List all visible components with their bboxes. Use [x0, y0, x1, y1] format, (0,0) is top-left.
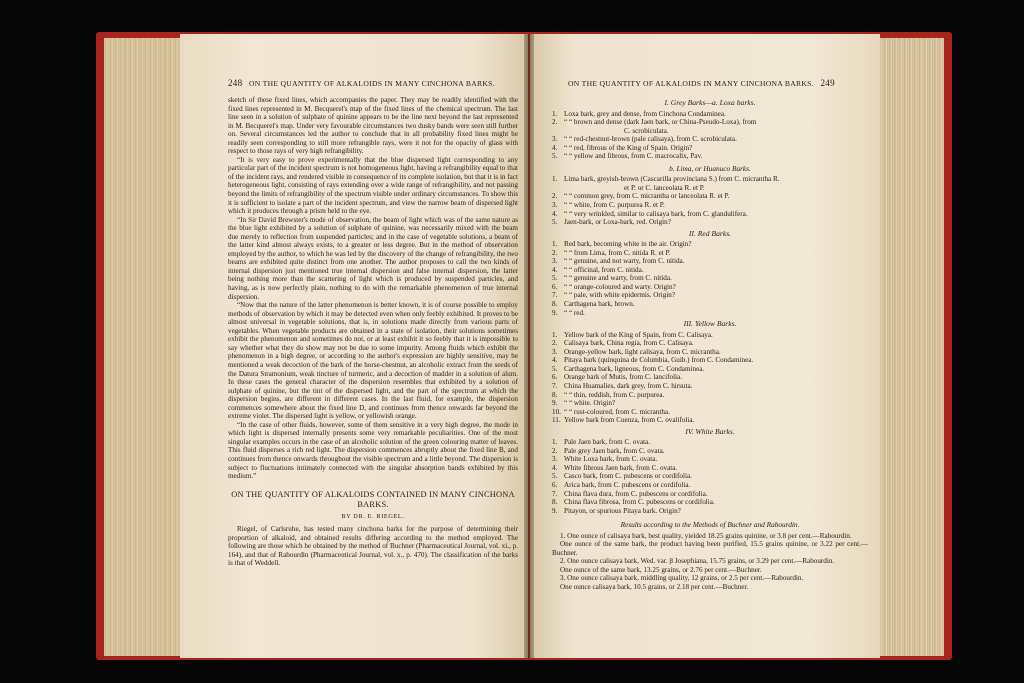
item-text: Lima bark, greyish-brown (Cascarilla provinciana S.) from C. micrantha R.: [564, 175, 780, 184]
page-edges-left: [104, 38, 184, 656]
item-text: Calisaya bark, China regia, from C. Calisaya.: [564, 339, 694, 348]
list-item: [552, 192, 868, 201]
paragraph: “In Sir David Brewster's mode of observation, the beam of light which was of the same nature as the blue light exhibited by a solution of sulphate of quinine, was necessarily mixed with the beam due merely to reflection from suspended particles; and in the case of vegetable solutions, a beam of the latter kind almost always exists, to a greater or less degree. But in the method of observation employed by the author, to which he was led by the discovery of the change of refrangibility, the two beams are exhibited quite distinct from one another. The author proposes to call the two kinds of internal dispersion just mentioned true internal dispersion and false internal dispersion, the latter being nothing more than the scattering of light which is produced by suspended particles, and having, as is now perfectly plain, nothing to do with the remarkable phenomenon of true internal dispersion.: [228, 215, 518, 301]
item-text: “ “ genuine and warty, from C. nitida.: [564, 274, 672, 283]
item-text: Pale grey Jaen bark, from C. ovata.: [564, 446, 665, 455]
item-number: 1.: [552, 109, 558, 118]
item-number: 3.: [552, 455, 558, 464]
result-paragraph: One ounce calisaya bark, 10.5 grains, or 2.18 per cent.—Buchner.: [560, 582, 749, 591]
list-item: [552, 218, 868, 227]
right-text-column: [552, 96, 868, 592]
list-item: [552, 210, 868, 219]
item-text: Yellow bark from Cuenza, from C. ovalifolia.: [564, 416, 695, 425]
item-text: White Loxa bark, from C. ovata.: [564, 455, 658, 464]
item-continuation: et P. or C. lanceolata R. et P.: [624, 183, 705, 192]
item-text: “ “ white. Origin?: [564, 399, 616, 408]
item-number: 8.: [552, 390, 558, 399]
paragraph: “It is very easy to prove experimentally that the blue dispersed light corresponding to any particular part of the incident spectrum is not homogeneous light, having a refrangibility equal to that of the incident rays, and rendered visible in consequence of its complete isolation, but that it is in fact heterogeneous light, consisting of rays extending over a wide range of refrangibility, and not passing beyond the limits of refrangibility of the spectrum visible under ordinary circumstances. To show this it is sufficient to isolate a part of the incident spectrum, and view the narrow beam of dispersed light which it produces through a prism held to the eye.: [228, 155, 518, 216]
list-item: [552, 135, 868, 144]
item-text: Carthagena bark, ligneous, from C. Condaminea.: [564, 364, 705, 373]
list-item: [552, 416, 868, 425]
section-heading: b. Lima, or Huanuco Barks.: [669, 163, 751, 173]
item-number: 4.: [552, 209, 558, 218]
item-text: “ “ white, from C. purpurea R. et P.: [564, 201, 665, 210]
list-item: [552, 283, 868, 292]
left-running-head: [228, 78, 495, 88]
list-item: [552, 408, 868, 417]
left-page-number: 248: [228, 78, 243, 88]
list-item: [552, 365, 868, 374]
list-item: [552, 339, 868, 348]
item-number: 6.: [552, 480, 558, 489]
left-page: [180, 34, 528, 658]
list-item: [552, 240, 868, 249]
list-item: [552, 152, 868, 161]
list-item: [552, 464, 868, 473]
list-item: [552, 175, 868, 192]
item-continuation: C. scrobiculata.: [624, 126, 669, 135]
item-text: China flava fibrosa, from C. pubescens or cordifolia.: [564, 498, 715, 507]
list-item: [552, 356, 868, 365]
item-number: 6.: [552, 373, 558, 382]
left-running-title: ON THE QUANTITY OF ALKALOIDS IN MANY CINCHONA BARKS.: [249, 79, 495, 88]
list-item: [552, 455, 868, 464]
list-item: [552, 498, 868, 507]
left-text-column: [228, 96, 518, 568]
item-text: Loxa bark, grey and dense, from Cinchona Condaminea.: [564, 109, 726, 118]
result-paragraph: One ounce of the same bark, 13.25 grains, or 2.76 per cent.—Buchner.: [560, 565, 762, 574]
item-number: 8.: [552, 498, 558, 507]
list-item: [552, 447, 868, 456]
list-item: [552, 291, 868, 300]
item-number: 11.: [552, 416, 561, 425]
paragraph: sketch of these fixed lines, which accompanies the paper. They may be readily identified with the fixed lines represented in M. Becquerel's map of the fixed lines of the chemical spectrum. The last line seen in a solution of sulphate of quinine appears to be the line next beyond the last represented in M. Becquerel's map. Under very favourable circumstances two dusky bands were seen still further on. Several circumstances led the author to conclude that in all probability fixed lines might be readily seen corresponding to still more refrangible rays, were it not for the opacity of glass with respect to those rays of very high refrangibility.: [228, 96, 518, 156]
list-item: [552, 309, 868, 318]
item-number: 5.: [552, 152, 558, 161]
item-number: 3.: [552, 347, 558, 356]
item-text: Jaen-bark, or Loxa-bark, red. Origin?: [564, 218, 671, 227]
item-text: “ “ very wrinkled, similar to calisaya bark, from C. glandulifera.: [564, 209, 748, 218]
item-text: “ “ genuine, and not warty, from C. nitida.: [564, 257, 685, 266]
item-text: Red bark, becoming white in the air. Origin?: [564, 240, 692, 249]
bark-list: [552, 438, 868, 515]
item-number: 6.: [552, 282, 558, 291]
list-item: [552, 274, 868, 283]
item-text: “ “ yellow and fibrous, from C. macrocalix, Pav.: [564, 152, 703, 161]
item-number: 5.: [552, 274, 558, 283]
bark-list: [552, 175, 868, 226]
item-number: 5.: [552, 364, 558, 373]
item-number: 3.: [552, 201, 558, 210]
item-text: “ “ rust-coloured, from C. micrantha.: [564, 407, 670, 416]
item-text: Pitaya bark (quinquina de Columbia, Guib.) from C. Condaminea.: [564, 356, 754, 365]
item-text: “ “ red.: [564, 308, 585, 317]
item-number: 9.: [552, 308, 558, 317]
result-paragraph: 2. One ounce calisaya bark, Wed. var. β Josephiana, 15.75 grains, or 3.29 per cent.—Rabourdin.: [560, 557, 835, 566]
list-item: [552, 399, 868, 408]
item-number: 4.: [552, 143, 558, 152]
list-item: [552, 249, 868, 258]
item-number: 7.: [552, 291, 558, 300]
item-number: 1.: [552, 438, 558, 447]
item-number: 7.: [552, 489, 558, 498]
right-running-title: ON THE QUANTITY OF ALKALOIDS IN MANY CINCHONA BARKS.: [568, 79, 814, 88]
list-item: [552, 472, 868, 481]
item-number: 5.: [552, 218, 558, 227]
item-text: Casco bark, from C. pubescens or cordifolia.: [564, 472, 692, 481]
item-text: “ “ orange-coloured and warty. Origin?: [564, 282, 676, 291]
list-item: [552, 144, 868, 153]
item-text: “ “ officinal, from C. nitida.: [564, 265, 644, 274]
section-heading: II. Red Barks.: [688, 228, 732, 238]
item-number: 3.: [552, 135, 558, 144]
item-text: “ “ pale, with white epidermis. Origin?: [564, 291, 676, 300]
item-text: “ “ common grey, from C. micrantha or lanceolata R. et P.: [564, 192, 730, 201]
item-number: 3.: [552, 257, 558, 266]
results-block: [552, 532, 868, 592]
section-heading: I. Grey Barks—a. Loxa barks.: [664, 98, 756, 107]
section-heading: III. Yellow Barks.: [683, 319, 737, 329]
list-item: [552, 391, 868, 400]
section-heading: IV. White Barks.: [685, 426, 735, 436]
item-number: 2.: [552, 192, 558, 201]
item-number: 1.: [552, 175, 558, 184]
paragraph: “In the case of other fluids, however, some of them sensitive in a very high degree, the mode in which light is dispersed internally presents some very remarkable peculiarities. One of the most singular examples occurs in the case of an alcoholic solution of the green colouring matter of leaves. This fluid disperses a rich red light. The dispersion commences abruptly about the fixed line B, and continues from thence onwards throughout the visible spectrum and a little beyond. The dispersion is subject to fluctuations intimately connected with the singular absorption bands exhibited by this medium.”: [228, 420, 518, 481]
list-item: [552, 257, 868, 266]
list-item: [552, 300, 868, 309]
bark-list: [552, 110, 868, 161]
item-text: Arica bark, from C. pubescens or cordifolia.: [564, 480, 691, 489]
list-item: [552, 438, 868, 447]
item-text: “ “ red, fibrous of the King of Spain. Origin?: [564, 143, 693, 152]
item-number: 2.: [552, 118, 558, 127]
item-number: 5.: [552, 472, 558, 481]
item-number: 4.: [552, 356, 558, 365]
item-number: 1.: [552, 240, 558, 249]
item-number: 9.: [552, 506, 558, 515]
item-number: 7.: [552, 381, 558, 390]
item-text: Pitayon, or spurious Pitaya bark. Origin?: [564, 506, 681, 515]
item-text: Yellow bark of the King of Spain, from C. Calisaya.: [564, 330, 713, 339]
list-item: [552, 110, 868, 119]
right-running-head: [568, 78, 835, 88]
item-text: “ “ red-chestnut-brown (pale calisaya), from C. scrobiculata.: [564, 135, 737, 144]
item-text: Orange bark of Mutis, from C. lancifolia.: [564, 373, 682, 382]
list-item: [552, 481, 868, 490]
item-text: Pale Jaen bark, from C. ovata.: [564, 438, 651, 447]
item-text: China Huamalies, dark grey, from C. hirsuta.: [564, 381, 693, 390]
item-number: 8.: [552, 300, 558, 309]
book-gutter: [524, 34, 534, 658]
result-paragraph: One ounce of the same bark, the product having been purified, 15.5 grains quinine, or 3.22 per cent.—Buchner.: [552, 540, 868, 557]
item-number: 4.: [552, 265, 558, 274]
article-title: ON THE QUANTITY OF ALKALOIDS CONTAINED IN MANY CINCHONA BARKS.: [231, 489, 515, 509]
page-edges-right: [878, 38, 944, 656]
item-number: 2.: [552, 446, 558, 455]
item-number: 2.: [552, 248, 558, 257]
item-text: Orange-yellow bark, light calisaya, from C. micrantha.: [564, 347, 721, 356]
list-item: [552, 373, 868, 382]
list-item: [552, 490, 868, 499]
item-text: “ “ thin, reddish, from C. purpurea.: [564, 390, 665, 399]
item-number: 2.: [552, 339, 558, 348]
item-number: 1.: [552, 330, 558, 339]
item-text: “ “ brown and dense (dark Jaen bark, or China-Pseudo-Loxa), from: [564, 118, 757, 127]
item-text: Carthagena bark, brown.: [564, 300, 635, 309]
results-heading: Results according to the Methods of Buchner and Rabourdin.: [620, 520, 800, 530]
article-byline: BY DR. E. RIEGEL.: [341, 512, 405, 520]
list-item: [552, 348, 868, 357]
list-item: [552, 331, 868, 340]
item-text: China flava dura, from C. pubescens or cordifolia.: [564, 489, 708, 498]
list-item: [552, 382, 868, 391]
item-number: 4.: [552, 463, 558, 472]
list-item: [552, 507, 868, 516]
item-text: “ “ from Lima, from C. nitida R. et P.: [564, 248, 671, 257]
paragraph: “Now that the nature of the latter phenomenon is better known, it is of course possible to employ methods of observation by which it may be detected even when only feebly exhibited. It proves to be almost universal in vegetable solutions, that is, in solutions made directly from various parts of vegetables. When vegetable products are obtained in a state of isolation, their solutions sometimes exhibit the phenomenon and sometimes do not, or at least exhibit it so feebly that it is impossible to say whether what they do show may not be due to some impurity. Among fluids which exhibit the phenomenon in a high degree, or according to the author's expression are highly sensitive, may be mentioned a weak decoction of the bark of the horse-chestnut, an alcoholic extract from the seeds of the Datura Stramonium, weak tincture of turmeric, and a decoction of madder in a solution of alum. In these cases the general character of the dispersion resembles that exhibited by a solution of sulphate of quinine, but the tint of the dispersed light, and the part of the spectrum at which the dispersion begins, are different in different cases. In the last fluid, for example, the dispersion commences somewhere about the fixed line D, and continues from thence onwards far beyond the extreme violet. The dispersed light is yellow, or yellowish orange.: [228, 301, 518, 421]
item-number: 9.: [552, 399, 558, 408]
paragraph: Riegel, of Carlsruhe, has tested many cinchona barks for the purpose of determining their proportion of alkaloid, and obtained results differing according to the method employed. The following are those which he obtained by the method of Buchner (Pharmaceutical Journal, vol. xi., p. 164), and that of Rabourdin (Pharmaceutical Journal, vol. x., p. 470). The classification of the barks is that of Weddell.: [228, 525, 518, 568]
item-number: 10.: [552, 407, 561, 416]
result-paragraph: 1. One ounce of calisaya bark, best quality, yielded 18.25 grains quinine, or 3.8 per cent.—Rabourdin.: [560, 531, 852, 540]
bark-list: [552, 240, 868, 317]
list-item: [552, 201, 868, 210]
list-item: [552, 118, 868, 135]
item-text: White fibrous Jaen bark, from C. ovata.: [564, 463, 678, 472]
right-page-number: 249: [820, 78, 835, 88]
result-paragraph: 3. One ounce calisaya bark, middling quality, 12 grains, or 2.5 per cent.—Rabourdin.: [560, 574, 804, 583]
list-item: [552, 266, 868, 275]
bark-list: [552, 331, 868, 425]
right-page: [530, 34, 880, 658]
